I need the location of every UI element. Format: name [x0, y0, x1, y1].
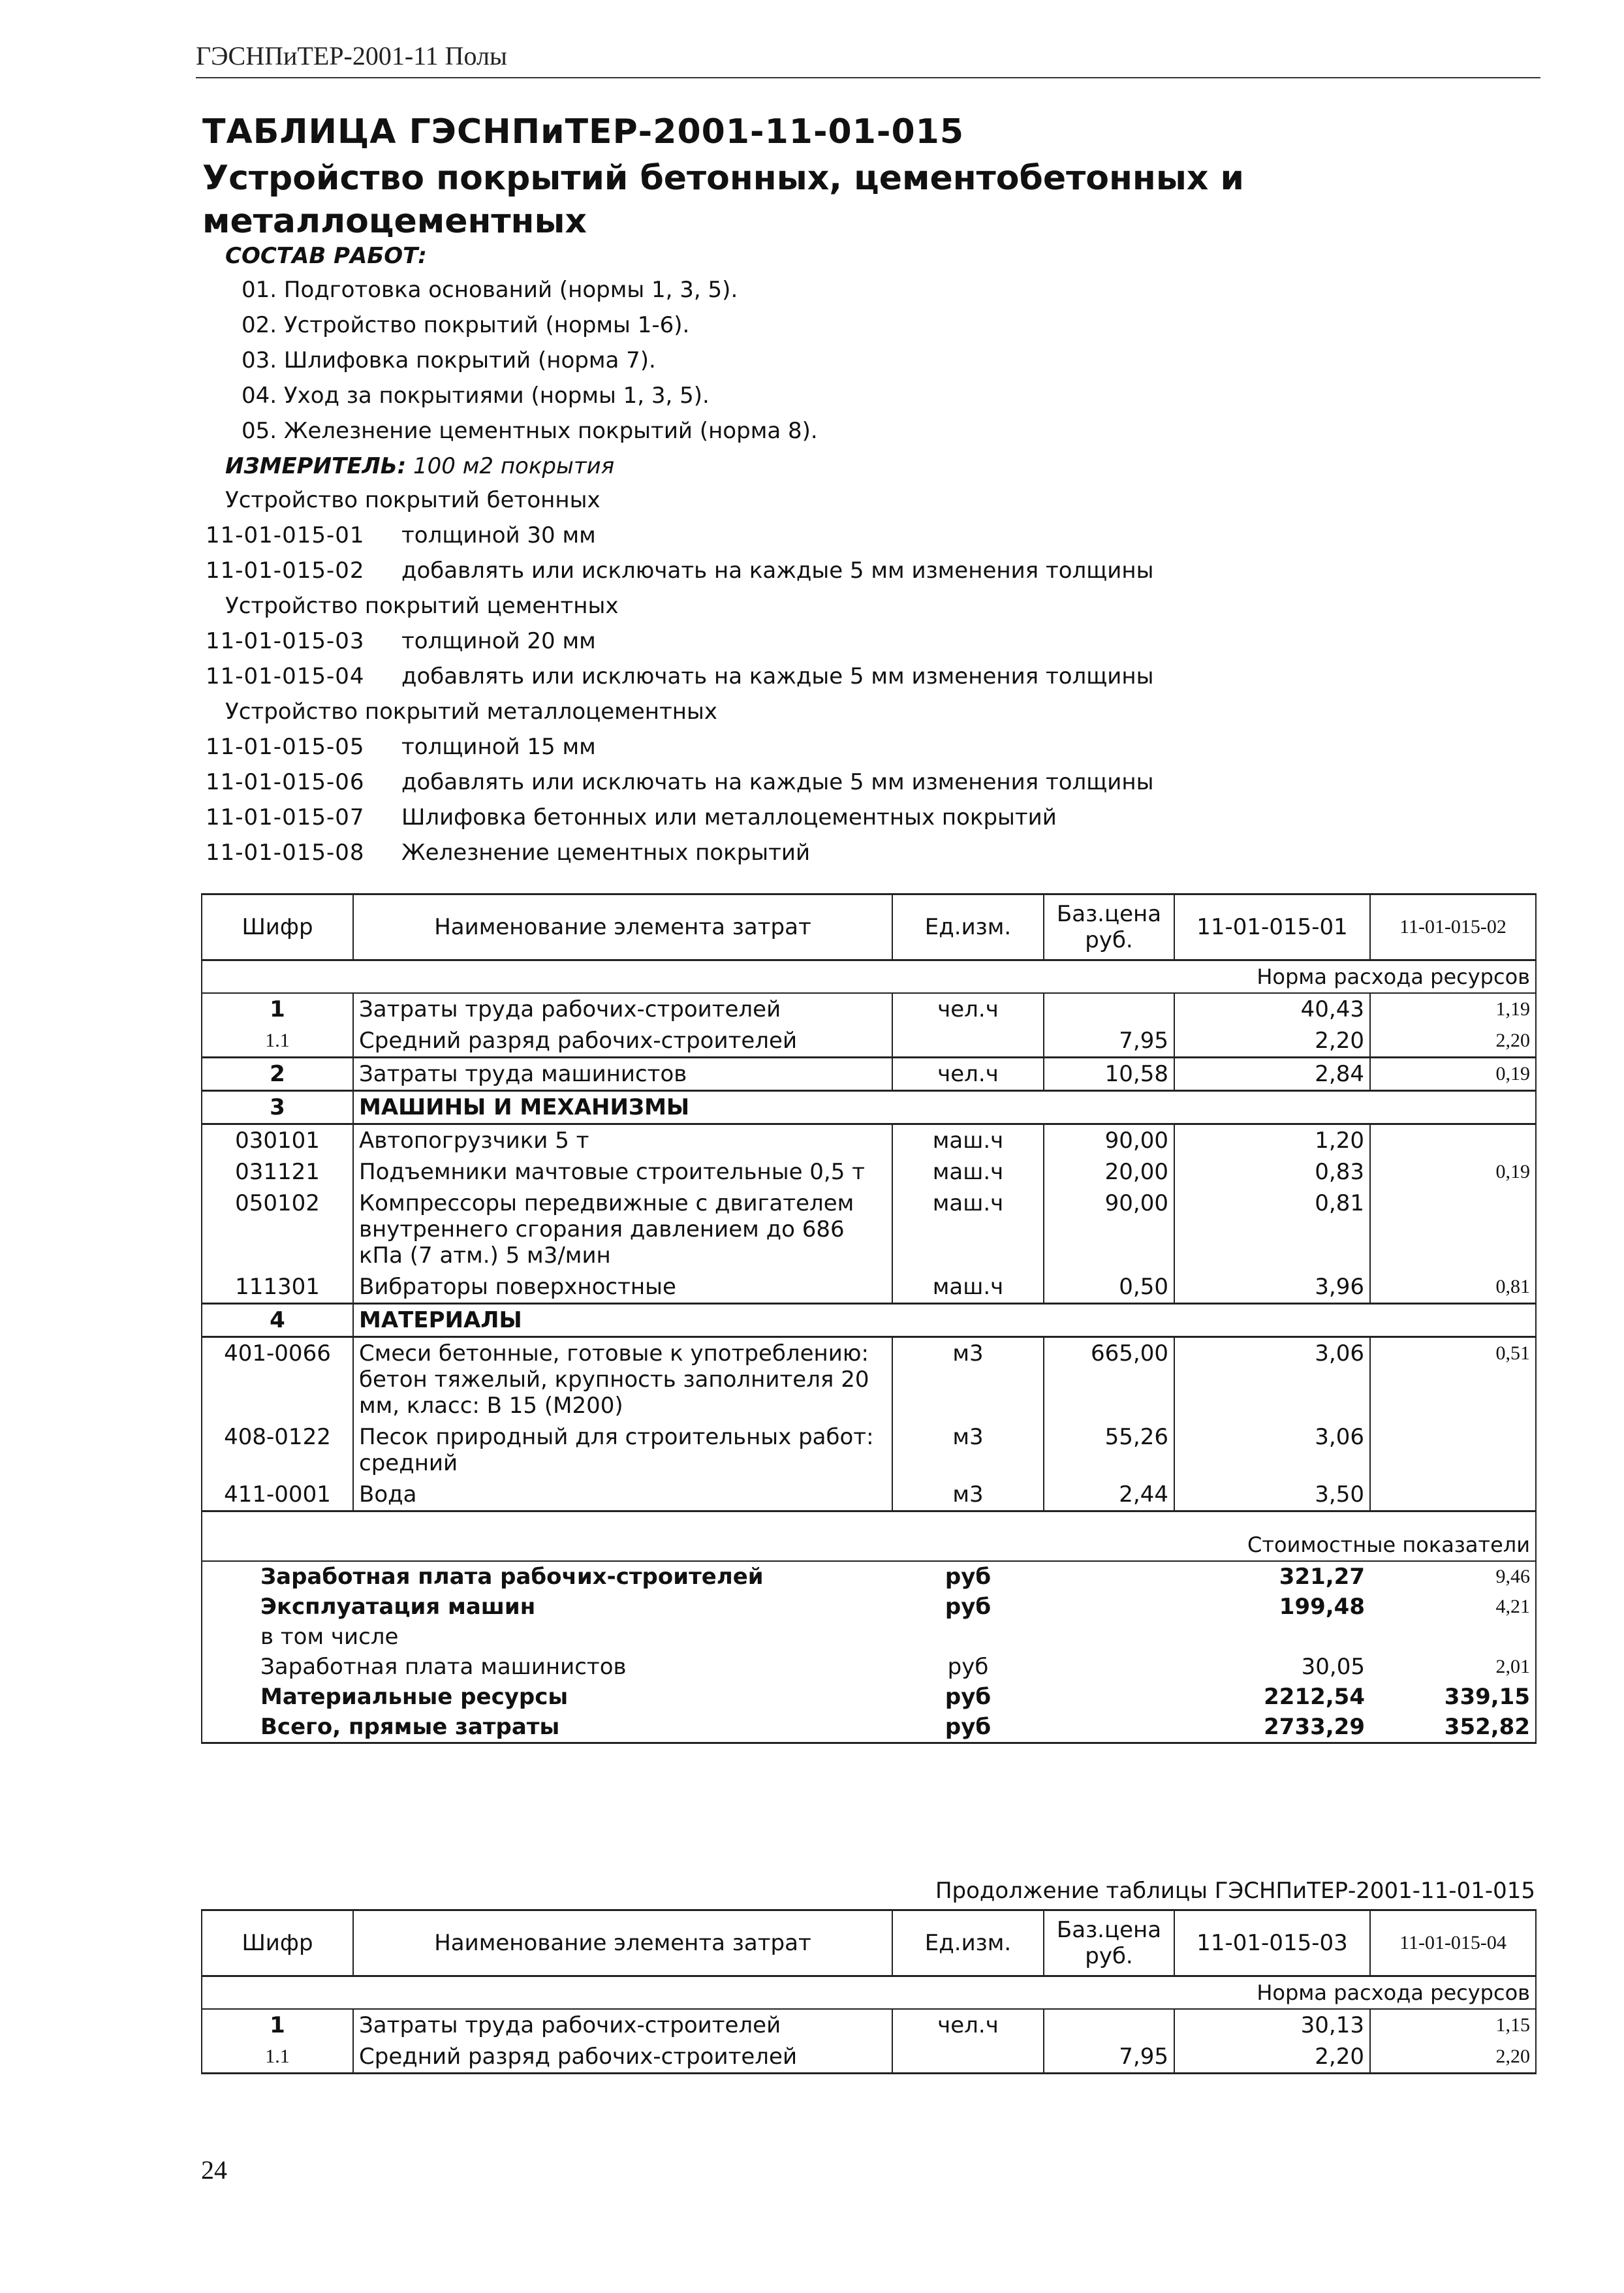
table-row: [202, 993, 1536, 1025]
table-row: [202, 1156, 1536, 1188]
row-unit: м3: [892, 1479, 1044, 1511]
header-price: Баз.цена руб.: [1044, 1910, 1174, 1976]
row-unit: маш.ч: [892, 1271, 1044, 1304]
total-row: [202, 1622, 1536, 1652]
row-unit: маш.ч: [892, 1124, 1044, 1157]
total-value-2: 339,15: [1370, 1682, 1536, 1712]
section-row: [202, 1091, 1536, 1124]
table-row: [202, 1058, 1536, 1091]
row-price: 7,95: [1044, 2041, 1174, 2074]
row-code: 050102: [202, 1188, 353, 1271]
row-code: 031121: [202, 1156, 353, 1188]
row-price: [1044, 2009, 1174, 2041]
table-row: [202, 1337, 1536, 1422]
row-code: 1: [202, 993, 353, 1025]
row-value-1: 1,20: [1174, 1124, 1370, 1157]
row-value-2: [1370, 1479, 1536, 1511]
norm-label: Норма расхода ресурсов: [202, 1976, 1536, 2010]
row-value-1: 3,06: [1174, 1337, 1370, 1422]
group-heading: Устройство покрытий бетонных: [225, 487, 601, 513]
row-code: 111301: [202, 1271, 353, 1304]
row-name: Компрессоры передвижные с двигателем внутреннего сгорания давлением до 686 кПа (7 атм.) 5 м3/мин: [353, 1188, 892, 1271]
row-code: 411-0001: [202, 1479, 353, 1511]
row-unit: маш.ч: [892, 1156, 1044, 1188]
norm-label-row: [202, 960, 1536, 994]
row-price: 10,58: [1044, 1058, 1174, 1091]
row-name: Песок природный для строительных работ: средний: [353, 1421, 892, 1479]
row-price: 2,44: [1044, 1479, 1174, 1511]
row-unit: чел.ч: [892, 2009, 1044, 2041]
row-value-1: 3,06: [1174, 1421, 1370, 1479]
total-value-2: 352,82: [1370, 1712, 1536, 1743]
norm-desc: Шлифовка бетонных или металлоцементных покрытий: [401, 804, 1057, 830]
row-unit: [892, 1025, 1044, 1058]
row-price: 90,00: [1044, 1188, 1174, 1271]
header-norm-1: 11-01-015-01: [1174, 894, 1370, 960]
meter-value: 100 м2 покрытия: [413, 453, 615, 479]
row-value-2: 0,51: [1370, 1337, 1536, 1422]
norm-code: 11-01-015-04: [206, 663, 365, 689]
total-value-1: 30,05: [1301, 1654, 1365, 1680]
row-price: 20,00: [1044, 1156, 1174, 1188]
row-code: 2: [202, 1058, 353, 1091]
total-unit: руб: [945, 1594, 992, 1620]
meter: [225, 453, 614, 479]
row-name: Автопогрузчики 5 т: [353, 1124, 892, 1157]
row-value-1: 2,20: [1174, 1025, 1370, 1058]
norm-code: 11-01-015-08: [206, 840, 365, 866]
row-value-2: [1370, 1188, 1536, 1271]
total-value-1: 2212,54: [1264, 1684, 1365, 1710]
header-norm-2: 11-01-015-04: [1370, 1910, 1536, 1976]
row-price: [1044, 993, 1174, 1025]
table-header-row: [202, 1910, 1536, 1976]
table-row: [202, 1124, 1536, 1157]
norm-desc: добавлять или исключать на каждые 5 мм изменения толщины: [401, 769, 1154, 795]
row-unit: м3: [892, 1421, 1044, 1479]
row-name: Затраты труда рабочих-строителей: [353, 2009, 892, 2041]
total-name: Эксплуатация машин: [260, 1594, 536, 1620]
total-row: [202, 1561, 1536, 1592]
row-value-2: 0,19: [1370, 1058, 1536, 1091]
norm-code: 11-01-015-01: [206, 522, 365, 548]
row-name: Подъемники мачтовые строительные 0,5 т: [353, 1156, 892, 1188]
row-code: 1.1: [202, 1025, 353, 1058]
header-rule: [196, 77, 1540, 78]
cost-label-row: [202, 1511, 1536, 1562]
row-code: 1: [202, 2009, 353, 2041]
total-row: [202, 1712, 1536, 1743]
total-unit: руб: [892, 1712, 1044, 1743]
row-unit: м3: [892, 1337, 1044, 1422]
header-code: Шифр: [202, 1910, 353, 1976]
row-price: 55,26: [1044, 1421, 1174, 1479]
total-name: Материальные ресурсы: [260, 1684, 569, 1710]
norm-code: 11-01-015-06: [206, 769, 365, 795]
total-name: в том числе: [260, 1624, 399, 1650]
row-code: 4: [202, 1304, 353, 1337]
row-price: 7,95: [1044, 1025, 1174, 1058]
row-value-1: 30,13: [1174, 2009, 1370, 2041]
header-name: Наименование элемента затрат: [353, 1910, 892, 1976]
table-title: ТАБЛИЦА ГЭСНПиТЕР-2001-11-01-015: [202, 112, 965, 151]
page-number: 24: [201, 2155, 227, 2185]
row-value-2: 0,81: [1370, 1271, 1536, 1304]
row-value-2: 1,19: [1370, 993, 1536, 1025]
group-heading: Устройство покрытий металлоцементных: [225, 699, 717, 725]
total-name: Заработная плата рабочих-строителей: [260, 1564, 764, 1590]
work-item: 05. Железнение цементных покрытий (норма 8).: [242, 418, 818, 444]
total-row: [202, 1592, 1536, 1622]
norm-code: 11-01-015-07: [206, 804, 365, 830]
row-name: Смеси бетонные, готовые к употреблению: бетон тяжелый, крупность заполнителя 20 мм, класс: В 15 (М200): [353, 1337, 892, 1422]
total-value-1: 321,27: [1279, 1564, 1365, 1590]
row-value-1: 3,96: [1174, 1271, 1370, 1304]
table-subtitle: Устройство покрытий бетонных, цементобетонных и металлоцементных: [202, 159, 1244, 241]
row-value-2: [1370, 1421, 1536, 1479]
row-name: Затраты труда машинистов: [353, 1058, 892, 1091]
norm-desc: добавлять или исключать на каждые 5 мм изменения толщины: [401, 558, 1154, 584]
table-row: [202, 1025, 1536, 1058]
row-name: Затраты труда рабочих-строителей: [353, 993, 892, 1025]
table-row: [202, 1479, 1536, 1511]
row-price: 0,50: [1044, 1271, 1174, 1304]
row-unit: маш.ч: [892, 1188, 1044, 1271]
row-name: Средний разряд рабочих-строителей: [353, 2041, 892, 2074]
table-row: [202, 2009, 1536, 2041]
norm-code: 11-01-015-02: [206, 558, 365, 584]
table-row: [202, 2041, 1536, 2074]
total-unit: руб: [945, 1684, 992, 1710]
row-unit: [892, 2041, 1044, 2074]
row-code: 3: [202, 1091, 353, 1124]
row-code: 408-0122: [202, 1421, 353, 1479]
table-row: [202, 1188, 1536, 1271]
norm-desc: толщиной 15 мм: [401, 734, 596, 760]
row-value-2: 1,15: [1370, 2009, 1536, 2041]
row-code: 030101: [202, 1124, 353, 1157]
norm-desc: толщиной 30 мм: [401, 522, 596, 548]
cost-table-2: [201, 1909, 1537, 2074]
header-norm-1: 11-01-015-03: [1174, 1910, 1370, 1976]
running-header: ГЭСНПиТЕР-2001-11 Полы: [196, 41, 507, 71]
norm-label-row: [202, 1976, 1536, 2010]
meter-label: ИЗМЕРИТЕЛЬ:: [225, 453, 407, 479]
cost-label: Стоимостные показатели: [202, 1511, 1536, 1562]
row-value-1: 3,50: [1174, 1479, 1370, 1511]
work-item: 01. Подготовка оснований (нормы 1, 3, 5).: [242, 277, 738, 303]
row-code: 401-0066: [202, 1337, 353, 1422]
header-unit: Ед.изм.: [892, 894, 1044, 960]
section-title: МАТЕРИАЛЫ: [353, 1304, 1536, 1337]
norm-desc: Железнение цементных покрытий: [401, 840, 811, 866]
row-price: 90,00: [1044, 1124, 1174, 1157]
total-unit: руб: [945, 1564, 992, 1590]
row-value-1: 2,20: [1174, 2041, 1370, 2074]
row-price: 665,00: [1044, 1337, 1174, 1422]
group-heading: Устройство покрытий цементных: [225, 593, 619, 619]
total-value-2: 4,21: [1370, 1592, 1536, 1622]
norm-desc: добавлять или исключать на каждые 5 мм изменения толщины: [401, 663, 1154, 689]
total-name: Заработная плата машинистов: [260, 1654, 627, 1680]
total-value-1: 2733,29: [1174, 1712, 1370, 1743]
row-value-2: 0,19: [1370, 1156, 1536, 1188]
header-price: Баз.цена руб.: [1044, 894, 1174, 960]
work-composition-label: СОСТАВ РАБОТ:: [225, 243, 427, 269]
row-name: Средний разряд рабочих-строителей: [353, 1025, 892, 1058]
header-code: Шифр: [202, 894, 353, 960]
row-value-1: 0,83: [1174, 1156, 1370, 1188]
work-item: 02. Устройство покрытий (нормы 1-6).: [242, 312, 690, 338]
row-value-1: 0,81: [1174, 1188, 1370, 1271]
total-value-1: 199,48: [1279, 1594, 1365, 1620]
row-value-1: 2,84: [1174, 1058, 1370, 1091]
header-name: Наименование элемента затрат: [353, 894, 892, 960]
total-value-2: 9,46: [1370, 1561, 1536, 1592]
cost-table-1: [201, 893, 1537, 1744]
total-name: Всего, прямые затраты: [255, 1712, 794, 1743]
section-row: [202, 1304, 1536, 1337]
header-unit: Ед.изм.: [892, 1910, 1044, 1976]
row-value-2: [1370, 1124, 1536, 1157]
row-unit: чел.ч: [892, 993, 1044, 1025]
norm-desc: толщиной 20 мм: [401, 628, 596, 654]
row-value-2: 2,20: [1370, 2041, 1536, 2074]
total-unit: руб: [947, 1654, 989, 1680]
continuation-caption: Продолжение таблицы ГЭСНПиТЕР-2001-11-01-015: [935, 1878, 1535, 1904]
row-unit: чел.ч: [892, 1058, 1044, 1091]
norm-code: 11-01-015-03: [206, 628, 365, 654]
total-row: [202, 1652, 1536, 1682]
work-item: 03. Шлифовка покрытий (норма 7).: [242, 347, 656, 373]
total-row: [202, 1682, 1536, 1712]
row-value-2: 2,20: [1370, 1025, 1536, 1058]
table-header-row: [202, 894, 1536, 960]
norm-code: 11-01-015-05: [206, 734, 365, 760]
row-name: Вода: [353, 1479, 892, 1511]
norm-label: Норма расхода ресурсов: [202, 960, 1536, 994]
row-value-1: 40,43: [1174, 993, 1370, 1025]
table-row: [202, 1421, 1536, 1479]
work-item: 04. Уход за покрытиями (нормы 1, 3, 5).: [242, 383, 710, 409]
section-title: МАШИНЫ И МЕХАНИЗМЫ: [353, 1091, 1536, 1124]
row-code: 1.1: [202, 2041, 353, 2074]
header-norm-2: 11-01-015-02: [1370, 894, 1536, 960]
table-row: [202, 1271, 1536, 1304]
total-value-2: 2,01: [1370, 1652, 1536, 1682]
row-name: Вибраторы поверхностные: [353, 1271, 892, 1304]
